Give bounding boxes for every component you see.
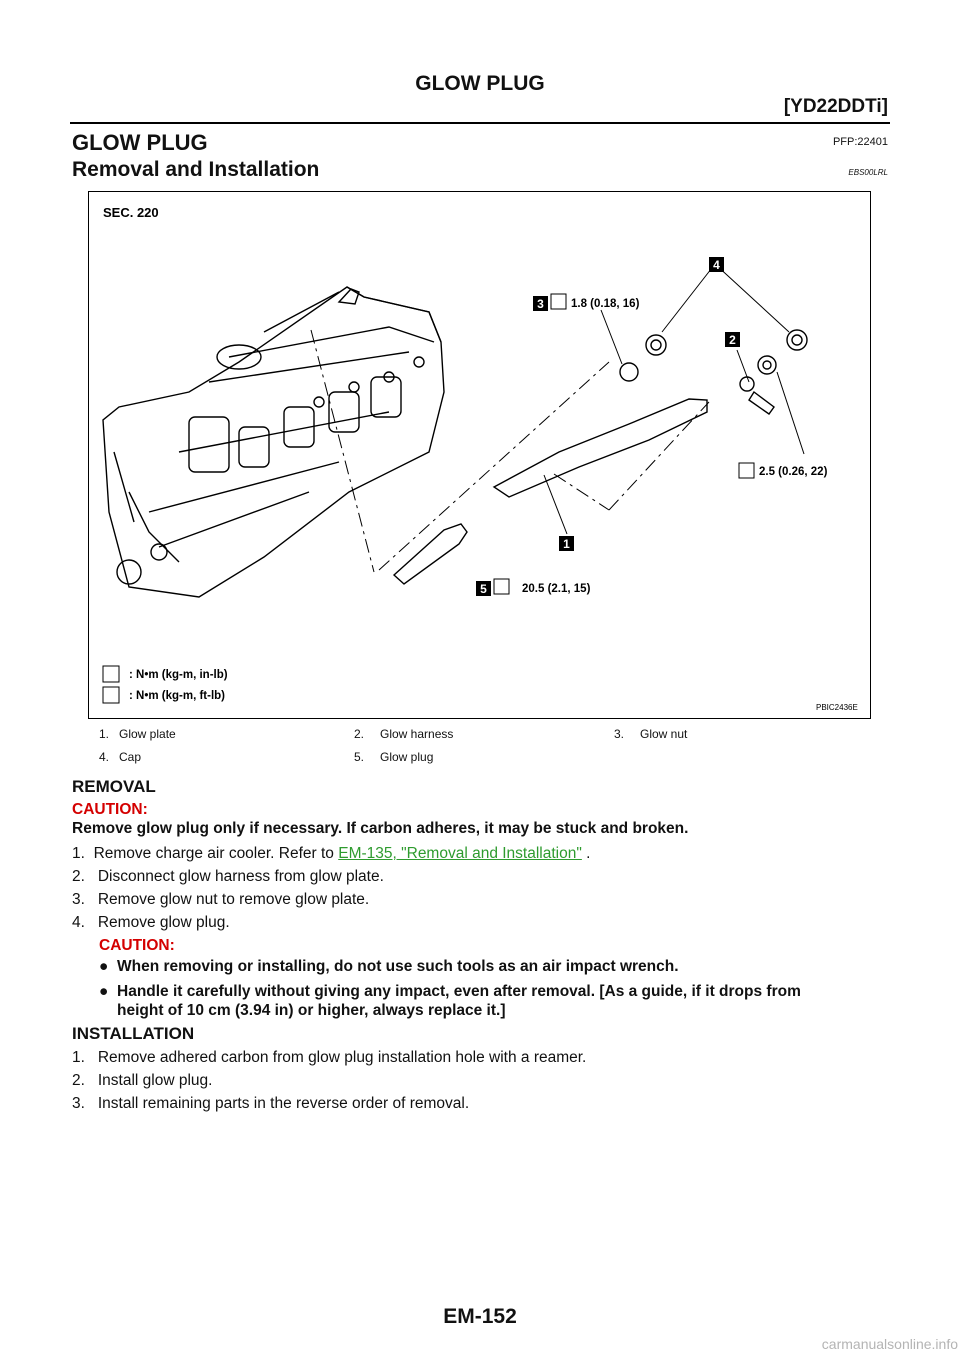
- removal-step-1: [72, 845, 591, 863]
- part-1-name: Glow plate: [119, 727, 176, 741]
- svg-text:5: 5: [480, 582, 487, 596]
- caution-bullet-2: [99, 983, 801, 1001]
- caution-bullet-1: [99, 958, 679, 976]
- callout-5: [476, 579, 591, 596]
- part-4-name: Cap: [119, 750, 142, 764]
- section-code: PFP:22401: [832, 136, 888, 148]
- torque-legend: [103, 666, 228, 703]
- glow-plug-part: [394, 524, 467, 584]
- subsection-code: EBS00LRL: [848, 168, 888, 177]
- part-5-number: 5.: [354, 750, 365, 764]
- svg-text:4: 4: [713, 258, 720, 272]
- bullet-1-text: When removing or installing, do not use such tools as an air impact wrench.: [117, 958, 679, 975]
- part-5-name: Glow plug: [380, 750, 434, 764]
- header-title: GLOW PLUG: [415, 72, 545, 95]
- removal-caution-label: CAUTION:: [72, 801, 148, 818]
- removal-step-3: 3. Remove glow nut to remove glow plate.: [72, 891, 370, 908]
- leader-lines: [311, 264, 804, 572]
- svg-text:1: 1: [563, 537, 570, 551]
- step-1-number: 1.: [72, 845, 85, 862]
- header-rule: [70, 122, 890, 124]
- removal-step-4: 4. Remove glow plug.: [72, 914, 230, 931]
- callout-2: [725, 332, 740, 347]
- callout-harness-torque: [739, 463, 828, 478]
- installation-heading: INSTALLATION: [72, 1024, 195, 1043]
- torque-label-harness: 2.5 (0.26, 22): [759, 466, 828, 478]
- installation-step-2: 2. Install glow plug.: [72, 1072, 213, 1089]
- svg-text:3: 3: [537, 297, 544, 311]
- em135-link[interactable]: EM-135, "Removal and Installation": [338, 845, 582, 862]
- watermark: carmanualsonline.info: [821, 1336, 958, 1352]
- figure-code: PBIC2436E: [816, 703, 858, 712]
- nut-cap-parts: [620, 330, 807, 414]
- legend-ftlb: : N•m (kg-m, ft-lb): [129, 690, 226, 702]
- part-1-number: 1.: [99, 727, 110, 741]
- part-3-name: Glow nut: [640, 727, 688, 741]
- step-1-text: Remove charge air cooler. Refer to: [93, 845, 339, 862]
- removal-heading: REMOVAL: [72, 777, 156, 796]
- torque-label-nut: 1.8 (0.18, 16): [571, 298, 640, 310]
- cylinder-head-drawing: [103, 287, 444, 597]
- part-3-number: 3.: [614, 727, 625, 741]
- page-number: EM-152: [443, 1305, 517, 1328]
- header-model: [YD22DDTi]: [783, 96, 888, 117]
- part-2-name: Glow harness: [380, 727, 454, 741]
- exploded-diagram: [88, 191, 871, 719]
- part-4-number: 4.: [99, 750, 110, 764]
- bullet-2-line-2: height of 10 cm (3.94 in) or higher, always replace it.]: [117, 1002, 506, 1019]
- installation-step-3: 3. Install remaining parts in the reverse order of removal.: [72, 1095, 470, 1112]
- step-1-suffix: .: [581, 845, 591, 862]
- callout-4: [709, 257, 724, 272]
- removal-step-2: 2. Disconnect glow harness from glow plate.: [72, 868, 384, 885]
- step-4-caution-label: CAUTION:: [99, 937, 175, 954]
- section-title: GLOW PLUG: [72, 130, 208, 155]
- bullet-dot-icon: ●: [99, 958, 109, 975]
- subsection-title: Removal and Installation: [72, 158, 320, 181]
- bullet-2-line-1: Handle it carefully without giving any impact, even after removal. [As a guide, if it drops from: [117, 983, 801, 1000]
- figure-sec-label: SEC. 220: [103, 205, 159, 220]
- part-2-number: 2.: [354, 727, 365, 741]
- bullet-dot-icon: ●: [99, 983, 109, 1000]
- glow-plate-part: [494, 399, 707, 497]
- callout-1: [559, 536, 574, 551]
- svg-text:2: 2: [729, 333, 736, 347]
- legend-inlb: : N•m (kg-m, in-lb): [129, 669, 228, 681]
- callout-3: [533, 294, 640, 311]
- removal-caution-text: Remove glow plug only if necessary. If carbon adheres, it may be stuck and broken.: [72, 820, 689, 837]
- installation-step-1: 1. Remove adhered carbon from glow plug installation hole with a reamer.: [72, 1049, 587, 1066]
- torque-label-plug: 20.5 (2.1, 15): [522, 583, 591, 595]
